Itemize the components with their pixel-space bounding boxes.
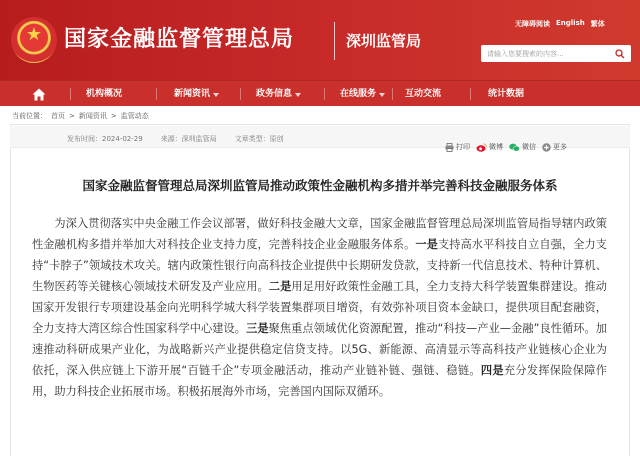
breadcrumb-separator: >: [110, 112, 117, 120]
article-keyword: 二是: [268, 280, 292, 293]
article-text: 支持高水平科技自立自强，全力支持“卡脖子”领域技术攻关。辖内政策性银行向高科技企业提供中长期研发贷款，支持新一代信息技术、特种计算机、生物医药等关键核心领域技术研发及产业应用。: [32, 238, 607, 293]
nav-item-label: 统计数据: [488, 89, 525, 99]
home-icon: [32, 88, 46, 101]
more-icon: [542, 143, 551, 152]
article-title: 国家金融监督管理总局深圳监管局推动政策性金融机构多措并举完善科技金融服务体系: [82, 178, 558, 193]
nav-item-news[interactable]: [174, 81, 219, 107]
weibo-icon: [476, 143, 487, 152]
breadcrumb-news[interactable]: 新闻资讯: [78, 112, 107, 120]
wechat-label: 微信: [522, 143, 536, 151]
wechat-share-button[interactable]: [509, 141, 536, 153]
breadcrumb-separator: >: [69, 112, 75, 120]
wechat-icon: [509, 143, 520, 152]
nav-separator: [470, 88, 471, 100]
header-links: [515, 19, 605, 29]
more-share-button[interactable]: [542, 141, 567, 153]
weibo-label: 微博: [489, 143, 503, 151]
nav-item-label: 政务信息: [256, 89, 293, 99]
nav-separator: [156, 88, 157, 100]
nav-item-government-info[interactable]: [256, 81, 301, 107]
nav-separator: [392, 88, 393, 100]
national-emblem-icon: ★: [11, 17, 57, 63]
article-body: [32, 213, 607, 402]
nav-item-interaction[interactable]: [405, 81, 441, 107]
header-divider: [334, 22, 335, 60]
breadcrumb-regulatory-news[interactable]: 监管动态: [120, 112, 149, 120]
nav-item-online-service[interactable]: [340, 81, 385, 107]
nav-separator: [324, 88, 325, 100]
nav-item-label: 在线服务: [340, 89, 377, 99]
english-link[interactable]: English: [556, 19, 585, 27]
article-text: 用足用好政策性金融工具，全力支持大科学装置集群建设。推动国家开发银行专项建设基金向光明科学城大科学装置集群项目增资，有效弥补项目资本金缺口，提供项目配套融资，全力支持大湾区综合性国家科学中心建设。: [32, 280, 607, 335]
article-keyword: 三是: [246, 322, 269, 335]
search-button[interactable]: [609, 45, 631, 62]
article-text: 充分发挥保险保障作用，助力科技企业拓展市场。积极拓展海外市场，完善国内国际双循环。: [32, 364, 607, 398]
site-header: [0, 0, 640, 80]
article-meta: [67, 134, 284, 144]
site-subtitle: 深圳监管局: [346, 32, 422, 50]
site-title: 国家金融监督管理总局: [64, 27, 295, 52]
search-icon: [615, 49, 625, 59]
chevron-down-icon: [379, 93, 385, 97]
article-type: 文章类型：原创: [234, 135, 284, 143]
nav-item-statistics[interactable]: [488, 81, 524, 107]
nav-item-about[interactable]: [86, 81, 122, 107]
print-label: 打印: [456, 143, 470, 151]
more-label: 更多: [553, 143, 567, 151]
main-nav: [0, 80, 640, 106]
article-text: 聚焦重点领域优化资源配置，推动“科技—产业—金融”良性循环。加速推动科研成果产业化，为战略新兴产业提供稳定信贷支持。以5G、新能源、高清显示等高科技产业链核心企业为依托，深入供应链上下游开展“百链千企”专项金融活动，推动产业链补链、强链、稳链。: [32, 322, 607, 377]
traditional-chinese-link[interactable]: 繁体: [590, 20, 605, 28]
breadcrumb-home[interactable]: 首页: [51, 112, 65, 120]
publish-date: 发布时间：2024-02-29: [67, 135, 143, 143]
breadcrumb-label: 当前位置：: [12, 112, 47, 120]
article-paragraph: [32, 213, 607, 402]
nav-item-label: 互动交流: [405, 89, 442, 99]
search-box: [481, 45, 631, 62]
article-tools: [445, 141, 567, 153]
article-text: 为深入贯彻落实中央金融工作会议部署，做好科技金融大文章，国家金融监督管理总局深圳监管局指导辖内政策性金融机构多措并举加大对科技企业支持力度，完善科技企业金融服务体系。: [32, 217, 607, 251]
article-keyword: 四是: [480, 364, 504, 377]
nav-separator: [240, 88, 241, 100]
breadcrumb: [12, 111, 149, 121]
nav-item-label: 新闻资讯: [174, 89, 211, 99]
print-button[interactable]: [445, 141, 470, 153]
nav-item-label: 机构概况: [86, 89, 123, 99]
nav-home[interactable]: [25, 81, 53, 107]
nav-separator: [70, 88, 71, 100]
weibo-share-button[interactable]: [476, 141, 503, 153]
accessibility-link[interactable]: 无障碍阅读: [515, 20, 550, 28]
article-keyword: 一是: [415, 238, 438, 251]
search-input[interactable]: [481, 45, 607, 62]
print-icon: [445, 143, 454, 152]
chevron-down-icon: [295, 93, 301, 97]
article-source: 来源：深圳监管局: [160, 135, 217, 143]
chevron-down-icon: [213, 93, 219, 97]
